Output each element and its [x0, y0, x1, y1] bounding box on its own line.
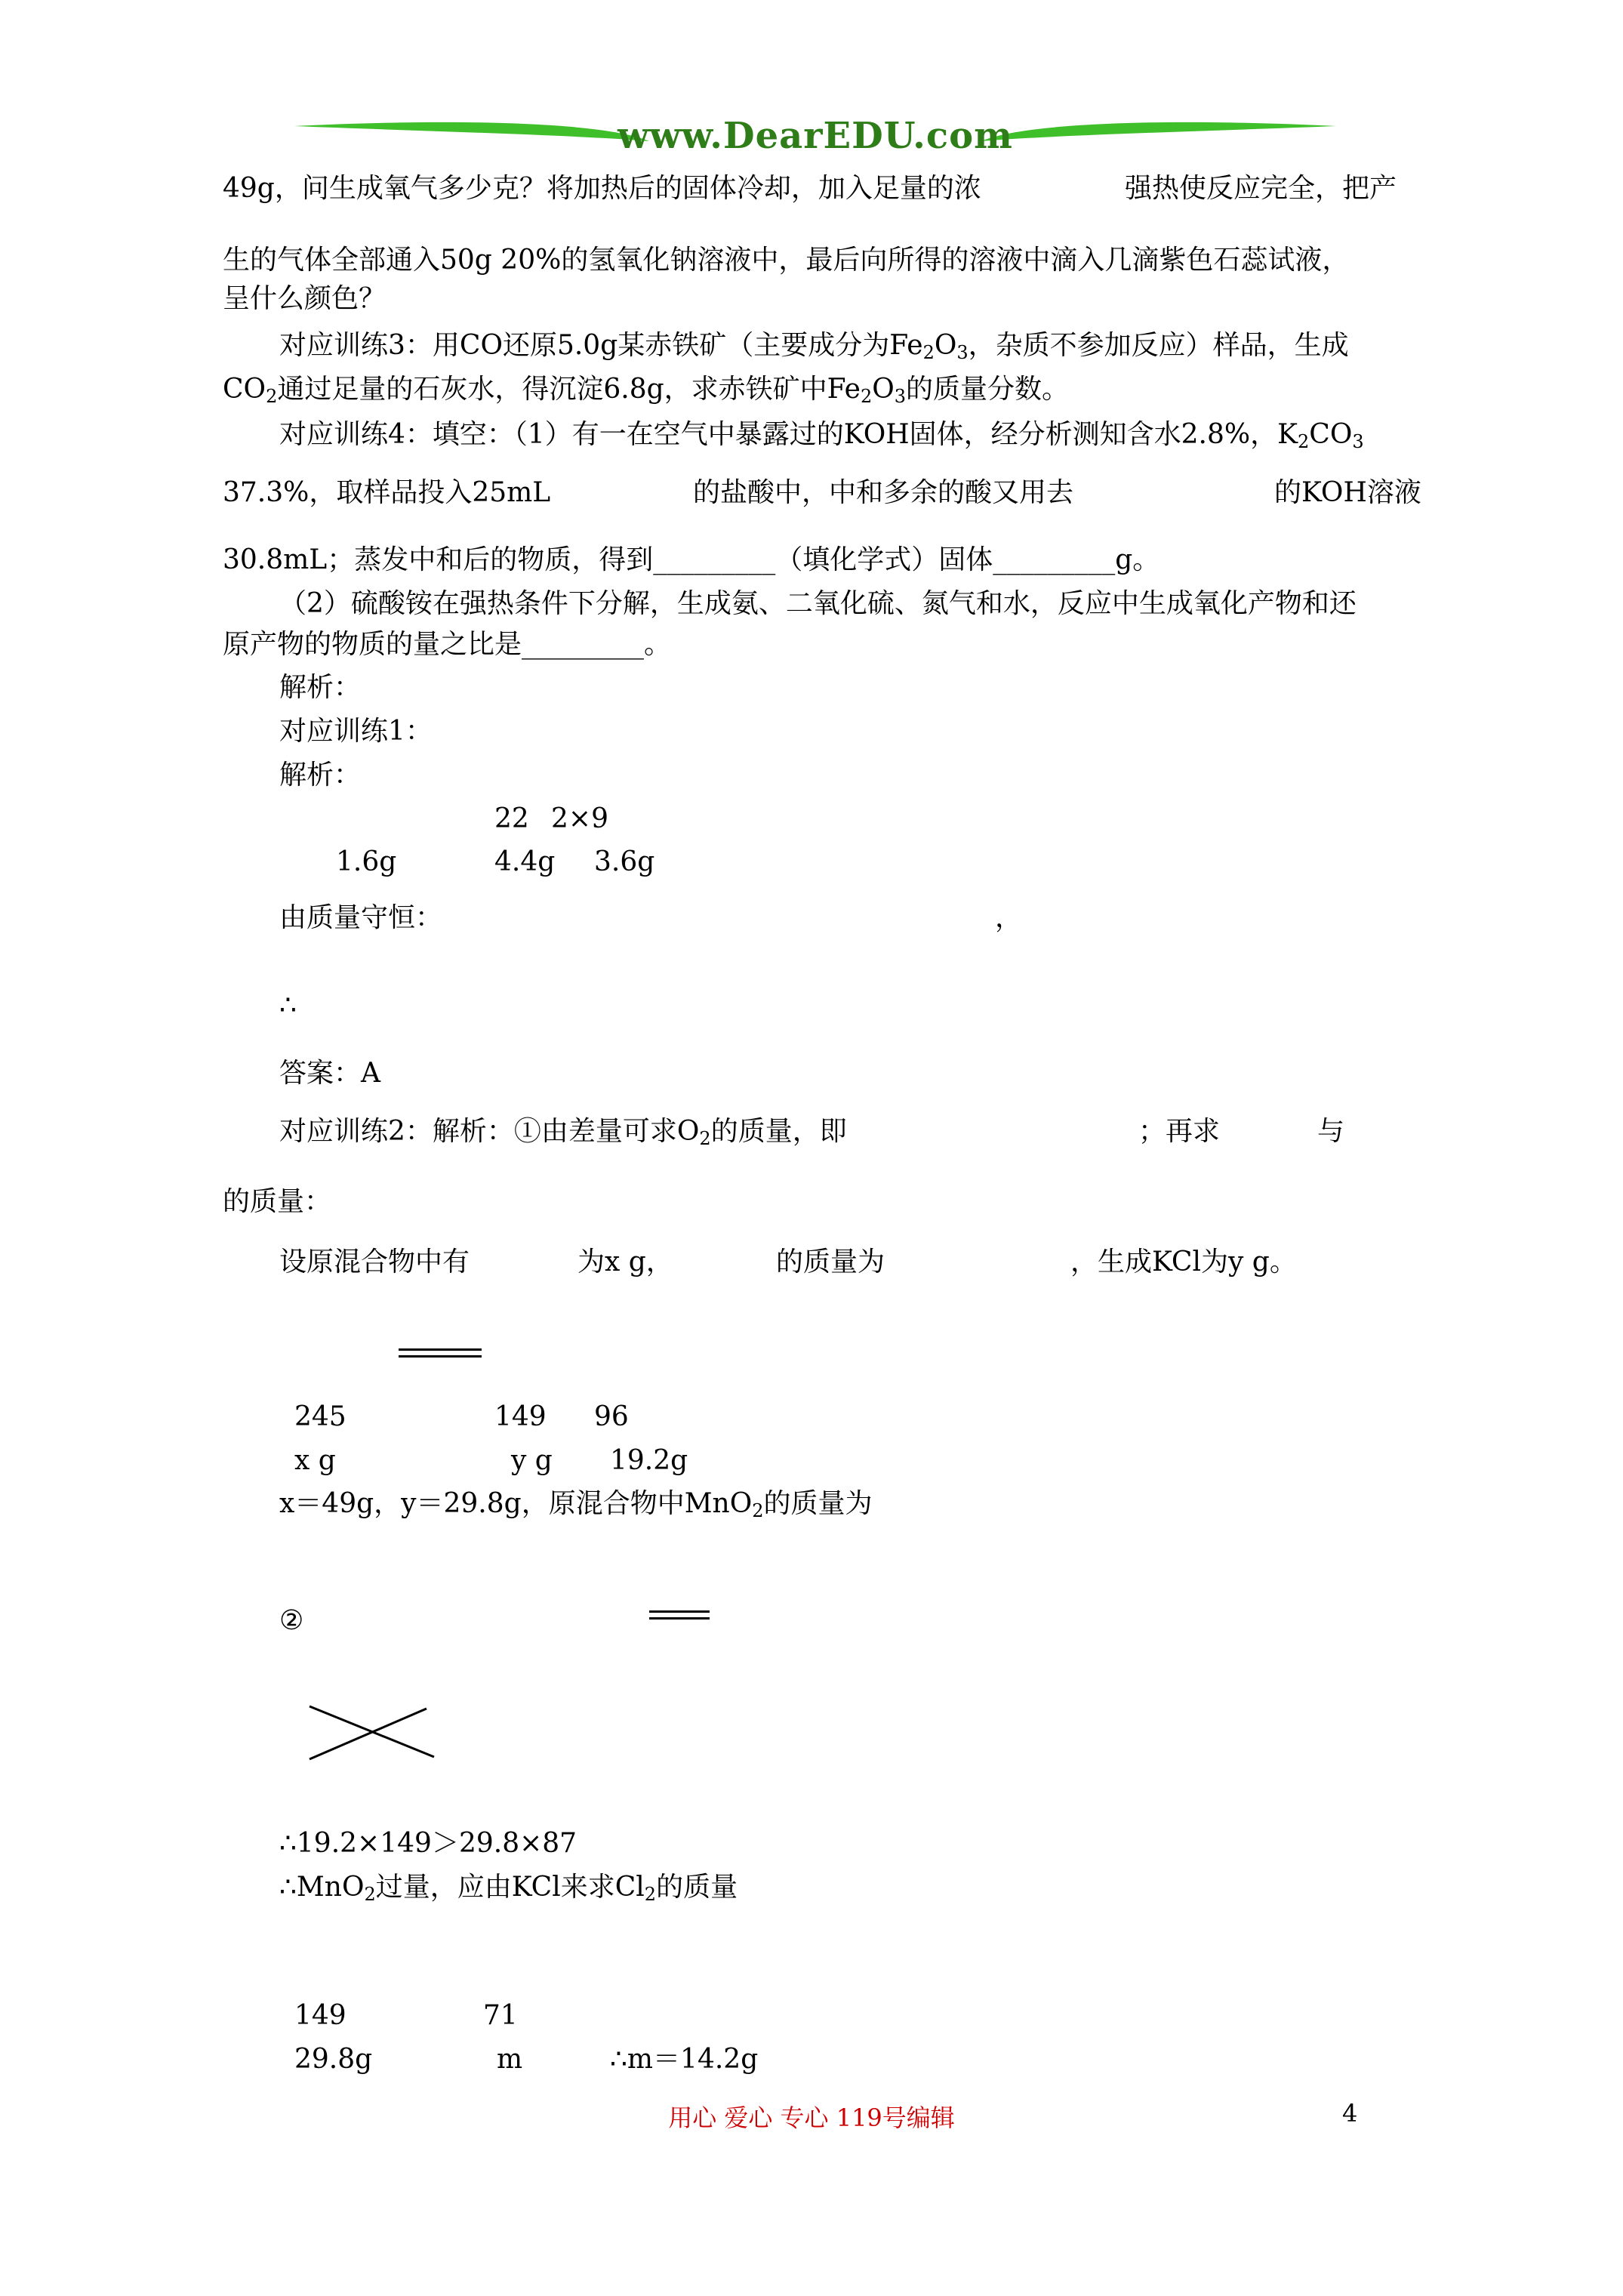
equation-number: 29.8g — [294, 2044, 373, 2075]
text-line: 的质量为 — [776, 1247, 885, 1277]
reaction-arrow-line — [399, 1355, 482, 1358]
text-line: 强热使反应完全，把产 — [1125, 173, 1397, 204]
step-two-marker: ② — [279, 1605, 304, 1636]
text-line: 37.3%，取样品投入25mL — [223, 477, 551, 508]
equation-number: 245 — [294, 1401, 346, 1432]
reaction-arrow-line — [649, 1610, 710, 1613]
equation-number: 1.6g — [336, 846, 397, 877]
text-line: 与 — [1317, 1116, 1345, 1147]
text-line: 呈什么颜色？ — [223, 283, 387, 314]
text-line: ∴19.2×149＞29.8×87 — [279, 1828, 577, 1859]
text-line: 对应训练3：用CO还原5.0g某赤铁矿（主要成分为$Fe_2O_3$，杂质不参加反应）样品，生成 — [279, 330, 1349, 363]
text-line: ∴MnO$_2$过量，应由KCl来求$Cl_2$的质量 — [279, 1872, 738, 1905]
text-line: 生的气体全部通入50g 20%的氢氧化钠溶液中，最后向所得的溶液中滴入几滴紫色石蕊试液， — [223, 245, 1350, 276]
equation-number: 19.2g — [610, 1445, 688, 1476]
equation-number: 149 — [294, 2000, 346, 2031]
header-logo — [294, 109, 1336, 170]
equation-number: 4.4g — [494, 846, 556, 877]
text-line: 由质量守恒： — [279, 902, 443, 933]
answer-line: 答案：A — [279, 1058, 380, 1089]
equation-number: 2×9 — [551, 803, 608, 834]
text-line: 对应训练1： — [279, 716, 433, 747]
equation-number: 149 — [494, 1401, 547, 1432]
text-line: 原产物的物质的量之比是_________。 — [223, 629, 672, 660]
text-line: 的盐酸中，中和多余的酸又用去 — [693, 477, 1074, 508]
text-line: 的质量： — [223, 1186, 332, 1217]
equation-number: x g — [294, 1445, 336, 1476]
text-line: $CO_2$通过足量的石灰水，得沉淀6.8g，求赤铁矿中$Fe_2O_3$的质量分数。 — [223, 374, 1070, 407]
reaction-arrow-line — [649, 1617, 710, 1620]
equation-number: 22 — [494, 803, 529, 834]
text-line: 30.8mL；蒸发中和后的物质，得到_________（填化学式）固体_________g。 — [223, 544, 1160, 575]
text-line: 49g，问生成氧气多少克？将加热后的固体冷却，加入足量的浓 — [223, 173, 981, 204]
page-number: 4 — [1342, 2099, 1358, 2128]
text-line: 设原混合物中有 — [279, 1247, 470, 1277]
text-line: ，生成KCl为y g。 — [1070, 1247, 1297, 1277]
equation-number: 71 — [483, 2000, 518, 2031]
reaction-arrow-line — [399, 1348, 482, 1351]
therefore-symbol: ∴ — [279, 990, 297, 1021]
text-line: ；再求 — [1138, 1116, 1221, 1147]
text-line: （2）硫酸铵在强热条件下分解，生成氨、二氧化硫、氮气和水，反应中生成氧化产物和还 — [279, 588, 1357, 619]
equation-result: ∴m＝14.2g — [610, 2044, 759, 2075]
equation-number: 96 — [594, 1401, 629, 1432]
text-line: 对应训练4：填空：（1）有一在空气中暴露过的KOH固体，经分析测知含水2.8%，$K_2CO_3$ — [279, 419, 1364, 452]
text-line: 为x g， — [577, 1247, 673, 1277]
cross-multiply-icon — [306, 1703, 438, 1763]
equation-number: 3.6g — [594, 846, 655, 877]
text-line: 的KOH溶液 — [1274, 477, 1421, 508]
text-line: 解析： — [279, 760, 362, 791]
equation-number: m — [497, 2044, 523, 2075]
text-line: x＝49g，y＝29.8g，原混合物中MnO$_2$的质量为 — [279, 1488, 873, 1521]
header-logo-text: www.DearEDU.com — [617, 115, 1013, 157]
footer-text: 用心 爱心 专心 119号编辑 — [668, 2103, 955, 2132]
equation-number: y g — [511, 1445, 553, 1476]
text-line: 解析： — [279, 672, 362, 703]
text-line: ， — [995, 902, 1023, 933]
text-line: 对应训练2：解析：①由差量可求$O_2$的质量，即 — [279, 1116, 847, 1149]
